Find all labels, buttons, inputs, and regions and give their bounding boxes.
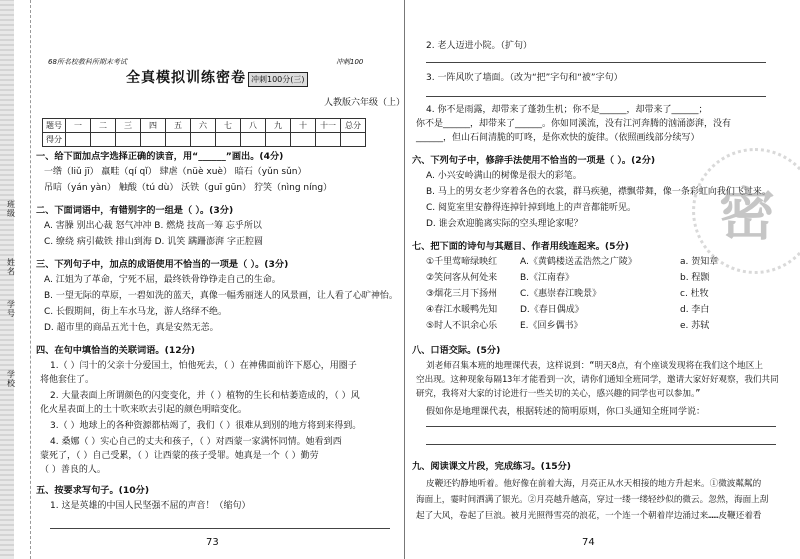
q4-line-2: 将他套住了。 (40, 375, 95, 385)
score-cell[interactable] (266, 133, 291, 147)
score-cell[interactable] (316, 133, 341, 147)
page-title: 全真模拟训练密卷 (126, 70, 246, 86)
school-label: 学校 (7, 370, 15, 388)
score-table (42, 118, 366, 147)
score-cell[interactable] (66, 133, 91, 147)
stamp-character: 密 (719, 183, 775, 248)
q7-col1-item: ④春江水暖鸭先知 (426, 305, 498, 315)
right-page (412, 0, 784, 559)
score-table-header-cell: 十 (291, 119, 316, 133)
q7-col1-item: ③烟花三月下扬州 (426, 289, 498, 299)
q6-title: 六、下列句子中，修辞手法使用不恰当的一项是（ ）。(2分) (412, 155, 656, 166)
q6-option-c: C. 阅览室里安静得连掉针掉到地上的声音都能听见。 (426, 203, 637, 213)
q8-prompt-line-1: 刘老师召集本班的地理课代表，这样说到：“明天8点，有个座谈发现将在我们这个地区上 (426, 361, 763, 371)
score-table-header-row (43, 119, 366, 133)
q6-option-a: A. 小兴安岭满山的树像是很大的彩笔。 (426, 171, 582, 181)
score-cell[interactable] (241, 133, 266, 147)
q5-item-1: 1. 这是英雄的中国人民坚强不屈的声音！（缩句） (50, 501, 251, 511)
score-cell[interactable] (341, 133, 366, 147)
q8-answer-line-1[interactable] (426, 426, 776, 427)
q5-title: 五、按要求写句子。(10分) (36, 485, 150, 496)
q7-col3-item: d. 李白 (680, 305, 710, 315)
q7-col1-item: ①千里莺啼绿映红 (426, 257, 498, 267)
score-cell[interactable] (91, 133, 116, 147)
score-table-header-cell: 七 (216, 119, 241, 133)
q7-col1-item: ⑤时人不识余心乐 (426, 321, 498, 331)
series-header: 68所名校教科所期末考试 (48, 58, 127, 66)
q7-col3-item: e. 苏轼 (680, 321, 710, 331)
score-cell[interactable] (291, 133, 316, 147)
q4-line-3: 2. 大量表面上所谓颜色的闪变变化，并（ ）植物的生长和枯萎造成的，（ ）风 (50, 391, 360, 401)
q3-title: 三、下列句子中，加点的成语使用不恰当的一项是（ ）。(3分) (36, 259, 289, 270)
q4-line-7: 蒙死了，（ ）自己受累，（ ）让西蒙的孩子受罪。她真是一个（ ）勤劳 (40, 451, 319, 461)
class-label: 班级 (7, 200, 15, 218)
q9-passage-line-3: 起了大风，卷起了巨浪。被月光照得雪亮的浪花，一个连一个朝着岸边涌过来……皮鞭还着看 (416, 511, 762, 521)
q7-col3-item: b. 程颢 (680, 273, 710, 283)
q3-option-b: B. 一望无际的草原，一碧如洗的蓝天，真像一幅秀丽迷人的风景画，让人看了心旷神怡。 (44, 291, 398, 301)
score-cell[interactable] (166, 133, 191, 147)
q8-title: 八、口语交际。(5分) (412, 345, 501, 356)
score-cell[interactable] (191, 133, 216, 147)
q7-col2-item: D.《春日偶成》 (520, 305, 584, 315)
score-table-header-cell: 六 (191, 119, 216, 133)
q9-passage-line-2: 海面上，霎时间洒满了银光。②月亮越升越高，穿过一缕一缕轻纱似的微云。忽然，海面上刮 (416, 495, 769, 505)
q4-line-5: 3.（ ）地球上的各种资源都枯竭了，我们（ ）很难从到别的地方将到来得到。 (50, 421, 362, 431)
q5-answer-line[interactable] (50, 528, 390, 529)
q6-option-d: D. 谁会欢迎脆离实际的空头理论家呢？ (426, 219, 583, 229)
q7-col2-item: E.《回乡偶书》 (520, 321, 583, 331)
page-number-right: 74 (582, 537, 595, 548)
q5-item-2: 2. 老人迈进小院。（扩句） (426, 41, 532, 51)
page-number-left: 73 (206, 537, 219, 548)
q5-item-4-line-1: 4. 你不是雨露，却带来了蓬勃生机；你不是______，却带来了______； (426, 105, 708, 115)
q4-line-8: （ ）善良的人。 (40, 465, 106, 475)
q5-item-3: 3. 一阵风吹了墙面。（改为“把”字句和“被”字句） (426, 73, 623, 83)
q4-line-6: 4. 桑娜（ ）实心自己的丈夫和孩子，（ ）对西蒙一家满怀同情。她看到西 (50, 437, 342, 447)
score-table-header-cell: 题号 (43, 119, 66, 133)
q3-option-c: C. 长假期间，街上车水马龙，游人络绎不绝。 (44, 307, 228, 317)
q8-instruction: 假如你是地理课代表，根据转述的简明原则，你口头通知全班同学说： (426, 407, 706, 417)
score-table-score-row (43, 133, 366, 147)
q7-col2-item: C.《惠崇春江晚景》 (520, 289, 602, 299)
q8-prompt-line-3: 研究，我将对大家的讨论进行一些关切的关心，感兴趣的同学也可以参加。” (416, 389, 701, 399)
page-divider (404, 0, 405, 559)
q5-item-2-answer-line[interactable] (426, 62, 766, 63)
q3-option-a: A. 江姐为了革命，宁死不屈，最终铁骨铮铮走自己的生命。 (44, 275, 281, 285)
q4-line-1: 1.（ ）闫十的父亲十分爱国土，怕他死去，（ ）在神佛面前许下愿心，用圈子 (50, 361, 357, 371)
q2-title: 二、下面词语中，有错别字的一组是（ ）。(3分) (36, 205, 234, 216)
q5-item-4-line-3: ______，但山石间清脆的叮咚，是你欢快的旋律。（依照画线部分续写） (416, 133, 700, 143)
score-table-header-cell: 五 (166, 119, 191, 133)
score-table-header-cell: 八 (241, 119, 266, 133)
q2-row-1: A. 害臊 别出心裁 怒气冲冲 B. 燃烧 技高一筹 忘乎所以 (44, 221, 262, 231)
q9-passage-line-1: 皮鞭还钓静地听着。他好像在前着大海，月亮正从水天相接的地方升起来。①微波粼粼的 (426, 479, 762, 489)
edition-label: 人教版六年级（上） (324, 98, 406, 108)
name-label: 姓名 (7, 258, 15, 276)
q7-col2-item: B.《江南春》 (520, 273, 575, 283)
title-badge: 冲刺100分(三) (248, 72, 308, 87)
score-table-row-label: 得分 (43, 133, 66, 147)
q7-title: 七、把下面的诗句与其题目、作者用线连起来。(5分) (412, 241, 629, 252)
q3-option-d: D. 超市里的商品五光十色，真是安然无恙。 (44, 323, 219, 333)
score-table-header-cell: 九 (266, 119, 291, 133)
score-table-header-cell: 四 (141, 119, 166, 133)
binding-margin (0, 0, 31, 559)
title-row (126, 72, 308, 87)
score-cell[interactable] (141, 133, 166, 147)
corner-tag: 冲刺100 (336, 58, 364, 66)
student-id-label: 学号 (7, 300, 15, 318)
score-cell[interactable] (116, 133, 141, 147)
q5-item-3-answer-line[interactable] (426, 96, 766, 97)
score-cell[interactable] (216, 133, 241, 147)
q8-answer-line-2[interactable] (426, 444, 776, 445)
q9-title: 九、阅读课文片段，完成练习。(15分) (412, 461, 571, 472)
q4-line-4: 化火星表面上的土十吹来吹去引起的颜色明暗变化。 (40, 405, 248, 415)
q8-prompt-line-2: 空出现。这种现象每隔13年才能看到一次，请你们通知全班同学，邀请大家好好观察，我们共同 (416, 375, 779, 385)
q6-option-b: B. 马上的男女老少穿着各色的衣裳，群马疾驰，襟飘带舞，像一条彩虹向我们飞过来。 (426, 187, 771, 197)
left-page (36, 0, 406, 559)
q1-title: 一、给下面加点字选择正确的读音，用“______”画出。(4分) (36, 151, 284, 162)
score-table-header-cell: 十一 (316, 119, 341, 133)
q7-col3-item: a. 贺知章 (680, 257, 719, 267)
q7-col1-item: ②笑问客从何处来 (426, 273, 498, 283)
q7-col3-item: c. 杜牧 (680, 289, 709, 299)
q5-item-4-line-2: 你不是______，却带来了______。你如同溪流，没有江河奔腾的汹涌澎湃，没有 (416, 119, 732, 129)
q1-row-1: 一绺（liǔ jī） 羸畦（qí qǐ） 肆虐（nüè xuè） 暗石（yǔn sǔn） (44, 167, 307, 177)
score-table-header-cell: 三 (116, 119, 141, 133)
score-table-header-cell: 一 (66, 119, 91, 133)
score-table-header-cell: 二 (91, 119, 116, 133)
q1-row-2: 吊唁（yán yàn） 触酸（tú dù） 沃铁（guī gūn） 狞笑（nìng níng） (44, 183, 333, 193)
q2-row-2: C. 缭绕 病引截铁 排山到海 D. 讥笑 蹒跚澎湃 字正腔圆 (44, 237, 263, 247)
score-table-header-cell: 总分 (341, 119, 366, 133)
q7-col2-item: A.《黄鹤楼送孟浩然之广陵》 (520, 257, 637, 267)
q4-title: 四、在句中填恰当的关联词语。(12分) (36, 345, 195, 356)
